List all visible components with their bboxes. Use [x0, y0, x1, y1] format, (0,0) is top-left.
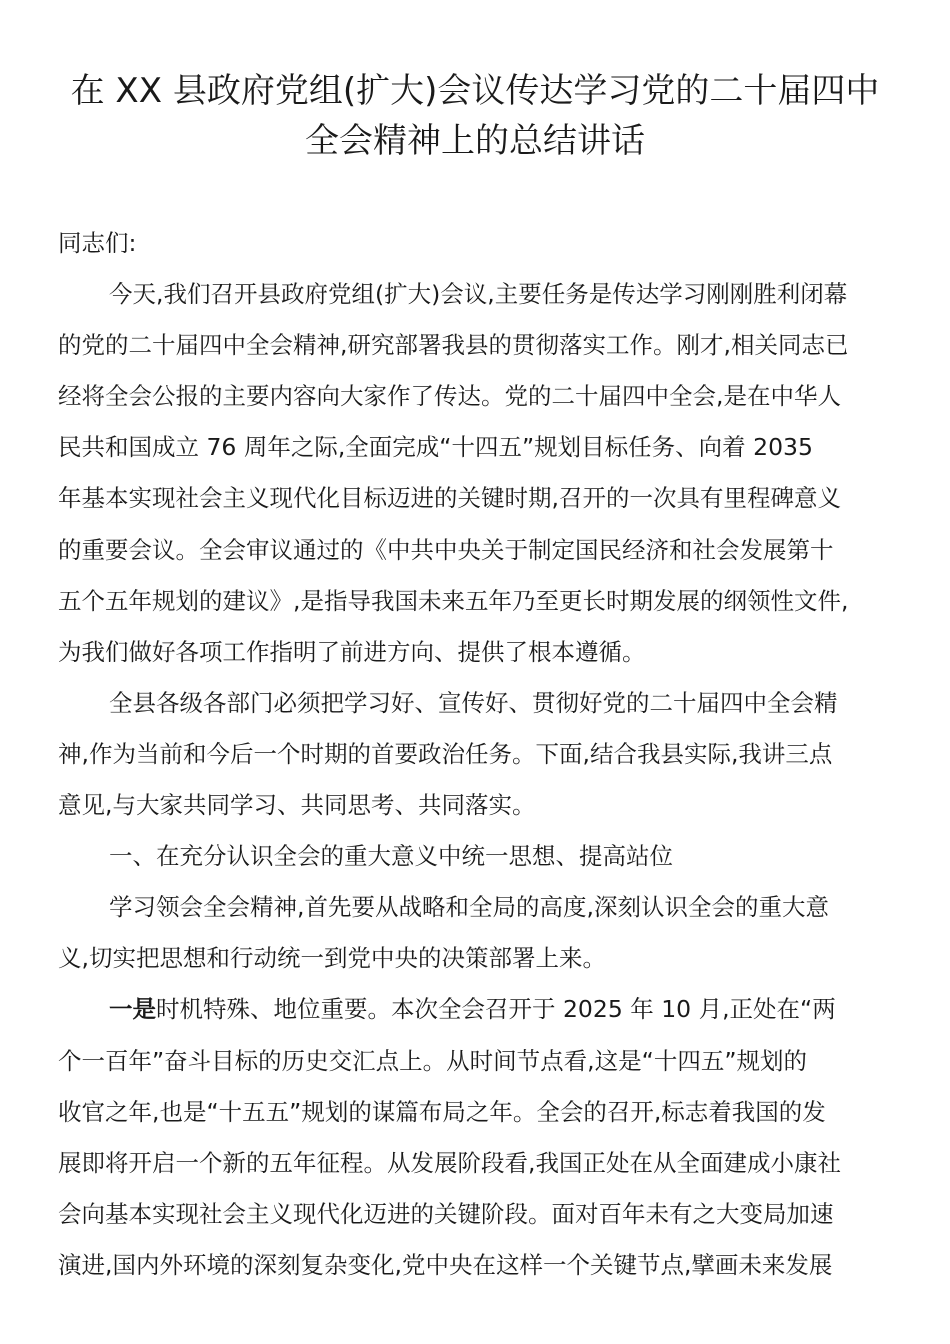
text-line: 个一百年”奋斗目标的历史交汇点上。从时间节点看,这是“十四五”规划的 [58, 1046, 807, 1075]
text-line: 学习领会全会精神,首先要从战略和全局的高度,深刻认识全会的重大意 [109, 893, 829, 922]
text-line: 义,切实把思想和行动统一到党中央的决策部署上来。 [58, 944, 606, 973]
document-body [58, 218, 898, 1291]
text-line [58, 984, 898, 1035]
text-line: 民共和国成立 76 周年之际,全面完成“十四五”规划目标任务、向着 2035 [58, 433, 813, 462]
salutation: 同志们: [58, 229, 137, 257]
text-line: 为我们做好各项工作指明了前进方向、提供了根本遵循。 [58, 637, 646, 666]
text-line: 经将全会公报的主要内容向大家作了传达。党的二十届四中全会,是在中华人 [58, 382, 841, 411]
text-line: 意见,与大家共同学习、共同思考、共同落实。 [58, 791, 536, 820]
paragraph-section-intro [58, 882, 898, 984]
text-line: 收官之年,也是“十五五”规划的谋篇布局之年。全会的召开,标志着我国的发 [58, 1097, 826, 1126]
text-line: 五个五年规划的建议》,是指导我国未来五年乃至更长时期发展的纲领性文件, [58, 586, 849, 615]
text-run: 时机特殊、地位重要。本次全会召开于 2025 年 10 月,正处在“两 [156, 995, 836, 1024]
paragraph-task [58, 678, 898, 831]
text-line: 会向基本实现社会主义现代化迈进的关键阶段。面对百年未有之大变局加速 [58, 1199, 834, 1228]
paragraph-point-one [58, 984, 898, 1291]
title-line: 全会精神上的总结讲话 [305, 121, 645, 161]
text-line: 演进,国内外环境的深刻复杂变化,党中央在这样一个关键节点,擘画未来发展 [58, 1250, 833, 1279]
text-line: 的党的二十届四中全会精神,研究部署我县的贯彻落实工作。刚才,相关同志已 [58, 331, 849, 360]
text-line: 的重要会议。全会审议通过的《中共中央关于制定国民经济和社会发展第十 [58, 535, 834, 564]
paragraph-intro [58, 269, 898, 678]
section-heading-one [58, 831, 898, 882]
text-line: 年基本实现社会主义现代化目标迈进的关键时期,召开的一次具有里程碑意义 [58, 484, 841, 513]
bold-lead: 一是 [109, 995, 156, 1024]
title-line: 在 XX 县政府党组(扩大)会议传达学习党的二十届四中 [70, 71, 880, 111]
text-line: 展即将开启一个新的五年征程。从发展阶段看,我国正处在从全面建成小康社 [58, 1148, 841, 1177]
text-line: 神,作为当前和今后一个时期的首要政治任务。下面,结合我县实际,我讲三点 [58, 739, 833, 768]
text-line: 今天,我们召开县政府党组(扩大)会议,主要任务是传达学习刚刚胜利闭幕 [109, 280, 848, 309]
text-line: 全县各级各部门必须把学习好、宣传好、贯彻好党的二十届四中全会精 [109, 688, 838, 717]
text-line: 一、在充分认识全会的重大意义中统一思想、提高站位 [109, 842, 673, 871]
document-title [40, 66, 910, 166]
